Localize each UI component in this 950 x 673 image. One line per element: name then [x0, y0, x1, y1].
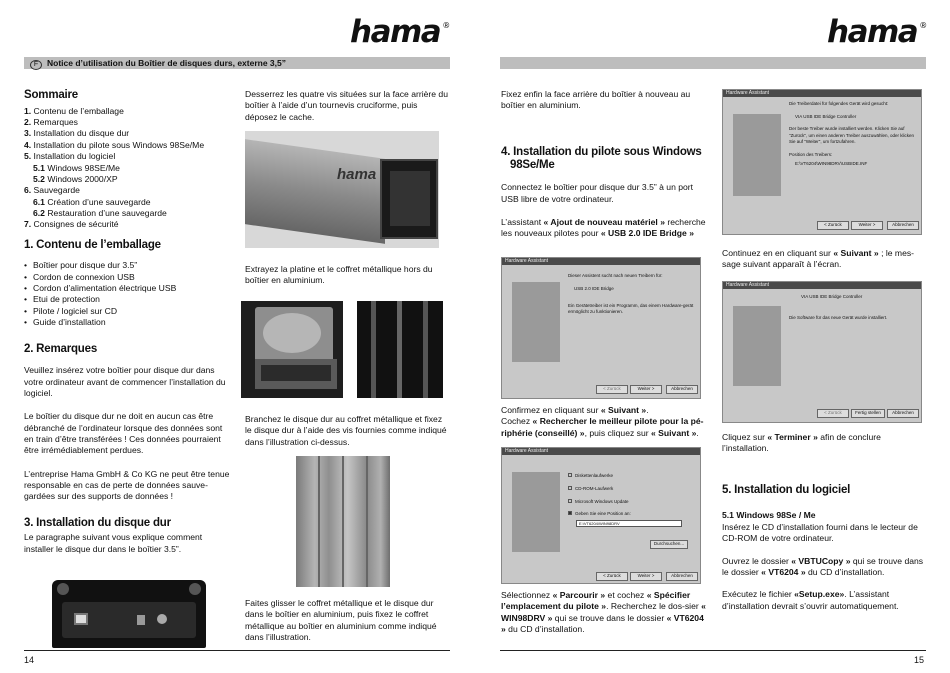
browse-button[interactable]: Durchsuchen...	[650, 540, 688, 549]
option-checkbox[interactable]	[568, 486, 572, 490]
remarks-paragraph-2: Le boîtier du disque dur ne doit en aucun cas être débranché de l’ordinateur lorsque des données sont en train d’être transférées ! Ces données pourraient être irrémédiablement perdues.	[24, 411, 223, 456]
metal-housing-photo	[357, 301, 443, 398]
column-2-text-1	[245, 89, 450, 123]
toc-item: 4. Installation du pilote sous Windows 98Se/Me	[24, 139, 205, 150]
column-2-text-2	[245, 264, 450, 287]
column-3	[501, 89, 709, 240]
remarks-paragraph-1: Veuillez insérez votre boîtier pour disque dur dans votre ordinateur avant de commencer l’installation du logiciel.	[24, 365, 226, 398]
section-3-intro: Le paragraphe suivant vous explique comment installer le disque dur dans le boîtier 3.5”.	[24, 532, 203, 554]
step-connect-usb-text: Connectez le boîtier pour disque dur 3.5” à un port USB libre de votre ordinateur.	[501, 182, 694, 204]
column-1	[24, 89, 234, 555]
wizard-screenshot-1: Hardware Assistant Dieser Assistent sucht nach neuen Treibern für: USB 2.0 IDE Bridge Ein Gerätetreiber ist ein Programm, das einem Hardware-gerät ermöglicht zu funktionieren. < Zurück Weiter > Abbrechen	[501, 257, 701, 399]
usb-port-icon	[74, 613, 88, 625]
driver-path-field[interactable]: E:\VT6204\WIN98DRV	[576, 520, 682, 527]
section-3-title: 3. Installation du disque dur	[24, 516, 171, 529]
toc-item: 6. Sauvegarde	[24, 185, 80, 196]
power-switch-icon	[137, 615, 145, 625]
wizard-next-button[interactable]: Weiter >	[630, 572, 662, 581]
footer-rule-right	[500, 650, 926, 651]
wizard-computer-icon	[512, 472, 560, 552]
wizard-cancel-button[interactable]: Abbrechen	[666, 385, 698, 394]
wizard-next-button[interactable]: Weiter >	[630, 385, 662, 394]
continue-next-text: Continuez en en cliquant sur « Suivant » ; le mes-sage suivant apparaît à l’écran.	[722, 248, 915, 270]
insert-cd-text: Insérez le CD d’installation fourni dans le lecteur de CD-ROM de votre ordinateur.	[722, 521, 918, 544]
step-slide-in-text: Faites glisser le coffret métallique et le disque dur dans le boîtier en aluminium, puis fixez le coffret métallique au boîtier en aluminium comme indiqué dans l’illustration.	[245, 598, 437, 643]
wizard-intro-text: L’assistant « Ajout de nouveau matériel » recherche les nouveaux pilotes pour « USB 2.0 IDE Bridge »	[501, 216, 706, 239]
list-item: • Boîtier pour disque dur 3.5”	[24, 260, 234, 271]
wizard-back-button[interactable]: < Zurück	[817, 221, 849, 230]
toc-item: 5. Installation du logiciel	[24, 151, 116, 162]
section-1-title: 1. Contenu de l’emballage	[24, 238, 161, 251]
toc-item: 1. Contenu de l’emballage	[24, 105, 124, 116]
column-3-text-2	[501, 405, 709, 439]
power-jack-icon	[157, 614, 167, 624]
step-refit-back-text: Fixez enfin la face arrière du boîtier à nouveau au boîtier en aluminium.	[501, 89, 691, 111]
toc-item: 2. Remarques	[24, 117, 78, 128]
wizard-computer-icon	[733, 114, 781, 196]
column-2-text-3	[245, 414, 450, 448]
toc-item: 5.1 Windows 98SE/Me	[33, 162, 120, 173]
toc-item: 6.2 Restauration d’une sauvegarde	[33, 207, 167, 218]
hama-logo-left: hama ®	[350, 14, 449, 50]
toc-item: 3. Installation du disque dur	[24, 128, 130, 139]
column-3-text-3	[501, 590, 709, 635]
toc-item: 5.2 Windows 2000/XP	[33, 173, 118, 184]
list-item: • Cordon d’alimentation électrique USB	[24, 283, 234, 294]
wizard-cancel-button[interactable]: Abbrechen	[887, 221, 919, 230]
language-marker: F	[30, 60, 42, 70]
remarks-paragraph-3: L’entreprise Hama GmbH & Co KG ne peut être tenue responsable en cas de perte de données sauve-gardées sur des supports de données !	[24, 468, 230, 502]
wizard-cancel-button[interactable]: Abbrechen	[887, 409, 919, 418]
column-2-text-4	[245, 598, 450, 643]
header-bar-right	[500, 57, 926, 69]
header-title: Notice d’utilisation du Boîtier de disques durs, externe 3,5”	[47, 58, 286, 68]
list-item: • Pilote / logiciel sur CD	[24, 306, 234, 317]
wizard-next-button[interactable]: Weiter >	[851, 221, 883, 230]
aluminium-profile-photo	[296, 456, 390, 587]
wizard-screenshot-3: Hardware Assistant Die Treiberdatei für folgendes Gerät wird gesucht: VIA USB IDE Bridge Controller Der beste Treiber wurde installiert werden. Klicken Sie auf "Zurück", um einen anderen Treiber auszuwählen, oder klicken Sie auf "Weiter", um fortzufahren. Position des Treibers: E:\VT6204\WIN98DRV\USBIDE.INF < Zurück Weiter > Abbrechen	[722, 89, 922, 235]
footer-rule-left	[24, 650, 450, 651]
section-4-title-line-1: 4. Installation du pilote sous Windows	[501, 145, 702, 158]
wizard-back-button[interactable]: < Zurück	[596, 385, 628, 394]
finish-text: Cliquez sur « Terminer » afin de conclure l’installation.	[722, 432, 881, 454]
section-2-title: 2. Remarques	[24, 343, 98, 356]
enclosure-open-photo	[245, 131, 439, 248]
step-extract-text: Extrayez la platine et le coffret métallique hors du boîtier en aluminium.	[245, 264, 433, 286]
wizard-screenshot-2: Hardware Assistant Diskettenlaufwerke CD-ROM-Laufwerk Microsoft Windows Update Geben Sie eine Position an: E:\VT6204\WIN98DRV Durchsuchen... < Zurück Weiter > Abbrechen	[501, 447, 701, 584]
wizard-back-button[interactable]: < Zurück	[817, 409, 849, 418]
option-checkbox[interactable]	[568, 511, 572, 515]
column-4-text-1	[722, 248, 926, 271]
run-setup-text: Exécutez le fichier «Setup.exe». L’assistant d’installation devrait s’ouvrir automatiquement.	[722, 589, 899, 611]
page-number-left: 14	[24, 655, 35, 665]
wizard-cancel-button[interactable]: Abbrechen	[666, 572, 698, 581]
confirm-next-text: Confirmez en cliquant sur « Suivant ». Cochez « Rechercher le meilleur pilote pour la pé-riphérie (conseillé) », puis cliquez sur « Suivant ».	[501, 405, 704, 438]
list-item: • Cordon de connexion USB	[24, 272, 234, 283]
option-checkbox[interactable]	[568, 499, 572, 503]
hama-logo-right: hama ®	[827, 14, 926, 50]
toc-item: 6.1 Création d’une sauvegarde	[33, 196, 151, 207]
section-4-title	[501, 146, 709, 174]
section-5-title: 5. Installation du logiciel	[722, 483, 851, 496]
section-5-1-title: 5.1 Windows 98Se / Me	[722, 510, 816, 521]
list-item: • Etui de protection	[24, 294, 234, 305]
table-of-contents	[24, 106, 234, 231]
photo-hama-logo: hama	[337, 166, 377, 183]
package-contents-list	[24, 260, 234, 328]
open-folder-text: Ouvrez le dossier « VBTUCopy » qui se trouve dans le dossier « VT6204 » du CD d’installation.	[722, 555, 924, 577]
sommaire-title: Sommaire	[24, 89, 79, 101]
wizard-computer-icon	[512, 282, 560, 362]
enclosure-back-photo	[52, 580, 206, 648]
list-item: • Guide d’installation	[24, 317, 234, 328]
header-bar-left	[24, 57, 450, 69]
hard-disk-photo	[241, 301, 343, 398]
section-4-title-line-2: 98Se/Me	[510, 159, 555, 172]
column-4-text-2	[722, 432, 926, 612]
wizard-computer-icon	[733, 306, 781, 386]
wizard-screenshot-4: Hardware Assistant VIA USB IDE Bridge Controller Die Software für das neue Gerät wurde installiert. < Zurück Fertig stellen Abbrechen	[722, 281, 922, 423]
toc-item: 7. Consignes de sécurité	[24, 219, 119, 230]
page-number-right: 15	[914, 655, 925, 665]
step-connect-disk-text: Branchez le disque dur au coffret métallique et fixez le disque dur à l’aide des vis fournies comme indiqué dans l’illustration ci-dessus.	[245, 414, 447, 447]
option-checkbox[interactable]	[568, 473, 572, 477]
step-unscrew-text: Desserrez les quatre vis situées sur la face arrière du boîtier à l’aide d’un tournevis cruciforme, puis déposez le cache.	[245, 89, 448, 122]
wizard-back-button[interactable]: < Zurück	[596, 572, 628, 581]
browse-location-text: Sélectionnez « Parcourir » et cochez « Spécifier l’emplacement du pilote ». Recherchez le dos-sier « WIN98DRV » qui se trouve dans le dossier « VT6204 » du CD d’installation.	[501, 590, 706, 635]
wizard-finish-button[interactable]: Fertig stellen	[851, 409, 885, 418]
